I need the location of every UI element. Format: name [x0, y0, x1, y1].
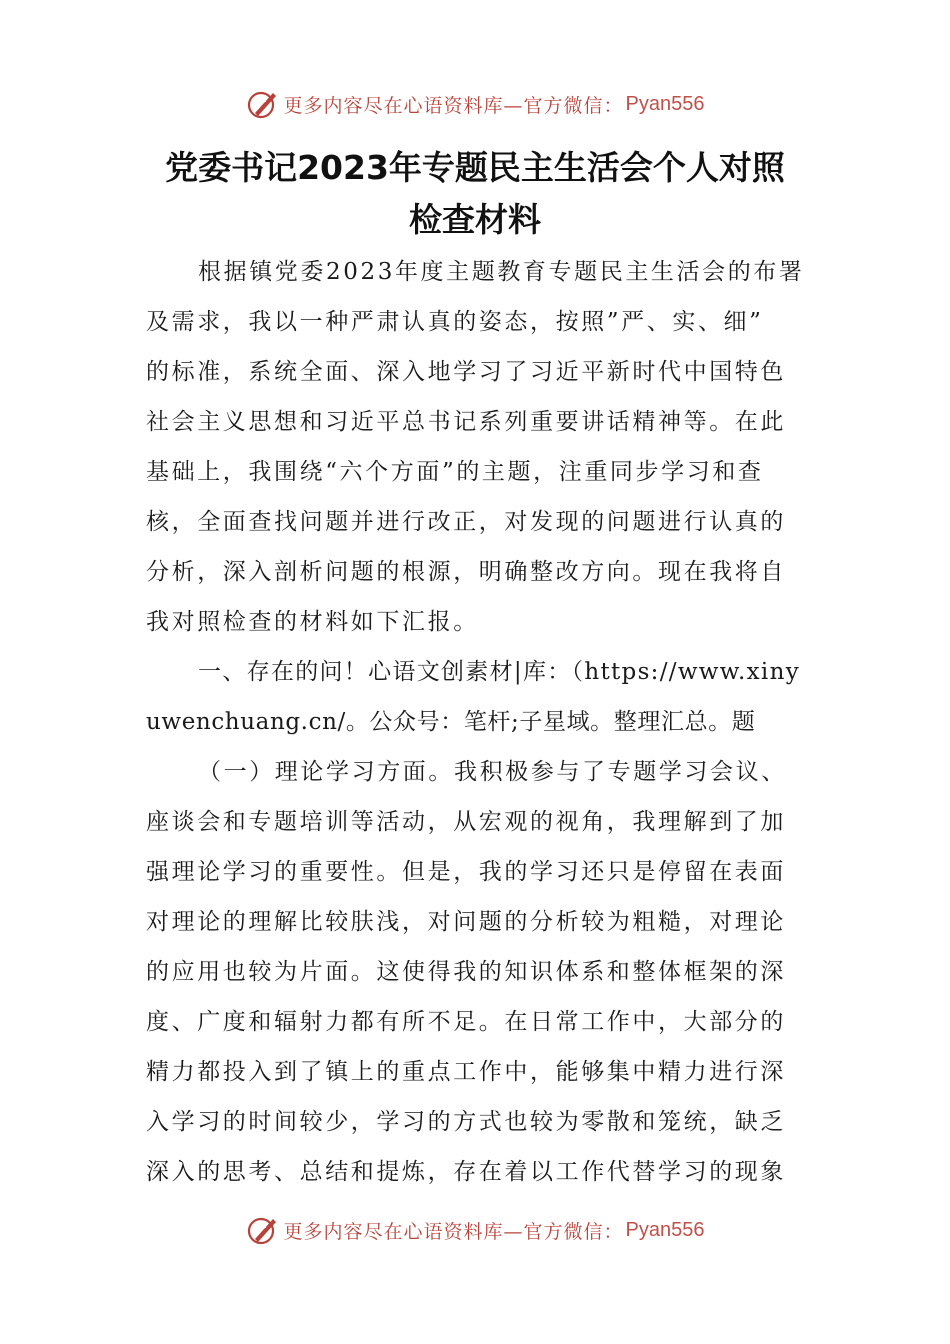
subsection-heading-line: （一）理论学习方面。我积极参与了专题学习会议、: [198, 759, 787, 785]
title-line-2: 检查材料: [409, 200, 541, 239]
banner-wechat-id: Pyan556: [625, 1218, 705, 1241]
body-line: 社会主义思想和习近平总书记系列重要讲话精神等。在此: [146, 409, 786, 435]
body-line: uwenchuang.cn/。公众号：笔杆;子星域。整理汇总。题: [146, 709, 756, 735]
body-line: 度、广度和辐射力都有所不足。在日常工作中，大部分的: [146, 1009, 786, 1035]
banner-text: 更多内容尽在心语资料库—官方微信：: [283, 1220, 624, 1243]
body-line: 深入的思考、总结和提炼，存在着以工作代替学习的现象: [146, 1159, 786, 1185]
body-line: 我对照检查的材料如下汇报。: [146, 609, 479, 635]
banner-text: 更多内容尽在心语资料库—官方微信：: [283, 94, 624, 117]
body-line: 核，全面查找问题并进行改正，对发现的问题进行认真的: [146, 509, 786, 535]
title-line-1: 党委书记2023年专题民主生活会个人对照: [165, 148, 785, 187]
body-line: 强理论学习的重要性。但是，我的学习还只是停留在表面: [146, 859, 786, 885]
body-line: 分析，深入剖析问题的根源，明确整改方向。现在我将自: [146, 559, 786, 585]
body-line: 及需求，我以一种严肃认真的姿态，按照”严、实、细”: [146, 309, 764, 335]
body-line: 根据镇党委2023年度主题教育专题民主生活会的布署: [198, 259, 805, 285]
body-line: 的标准，系统全面、深入地学习了习近平新时代中国特色: [146, 359, 786, 385]
body-line: 基础上，我围绕“六个方面”的主题，注重同步学习和查: [146, 459, 764, 485]
body-line: 座谈会和专题培训等活动，从宏观的视角，我理解到了加: [146, 809, 786, 835]
body-line: 精力都投入到了镇上的重点工作中，能够集中精力进行深: [146, 1059, 786, 1085]
document-body: [146, 247, 811, 1197]
section-heading-line: 一、存在的问！心语文创素材|库：（https://www.xiny: [198, 659, 800, 685]
body-line: 对理论的理解比较肤浅，对问题的分析较为粗糙，对理论: [146, 909, 786, 935]
body-line: 的应用也较为片面。这使得我的知识体系和整体框架的深: [146, 959, 786, 985]
pen-logo-icon: [246, 1213, 280, 1247]
document-title: [130, 142, 820, 246]
header-watermark-banner: [0, 84, 950, 124]
footer-watermark-banner: [0, 1210, 950, 1250]
pen-logo-icon: [246, 87, 280, 121]
body-line: 入学习的时间较少，学习的方式也较为零散和笼统，缺乏: [146, 1109, 786, 1135]
banner-wechat-id: Pyan556: [625, 92, 705, 115]
